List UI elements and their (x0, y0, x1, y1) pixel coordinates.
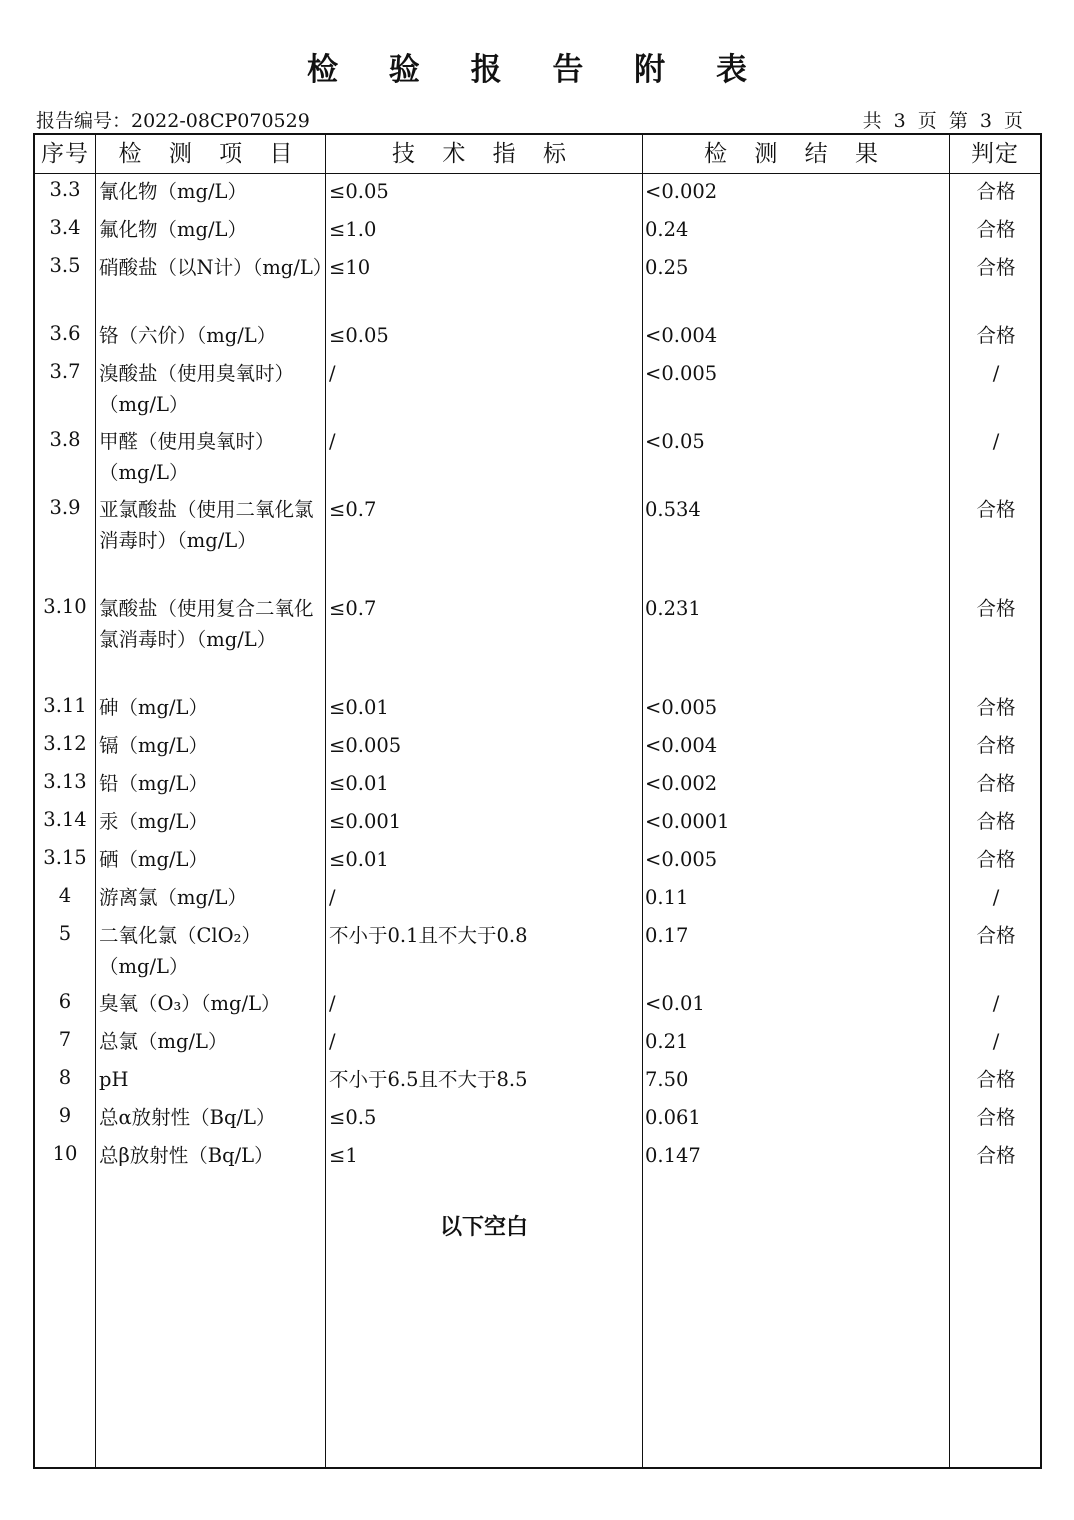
cell-no: 7 (58, 1028, 72, 1051)
cell-item: 砷（mg/L） (99, 696, 208, 719)
cell-result: <0.05 (645, 430, 705, 453)
cell-judgement: 合格 (976, 218, 1016, 241)
cell-no: 3.11 (43, 694, 87, 717)
cell-no: 3.13 (43, 770, 87, 793)
cell-no: 3.15 (43, 846, 87, 869)
table-row (35, 356, 1040, 424)
cell-no: 3.12 (43, 732, 87, 755)
header-standard: 技 术 指 标 (392, 141, 576, 167)
cell-standard: ≤0.01 (329, 772, 389, 795)
cell-judgement: / (992, 886, 1000, 909)
cell-item: 溴酸盐（使用臭氧时）（mg/L） (99, 362, 295, 416)
cell-item: 总β放射性（Bq/L） (99, 1144, 274, 1167)
cell-standard: ≤1.0 (329, 218, 377, 241)
cell-judgement: 合格 (976, 810, 1016, 833)
cell-judgement: 合格 (976, 696, 1016, 719)
cell-no: 4 (58, 884, 72, 907)
header-judgement: 判定 (971, 141, 1019, 167)
cell-standard: ≤0.05 (329, 324, 389, 347)
cell-judgement: / (992, 992, 1000, 1015)
cell-item: 镉（mg/L） (99, 734, 208, 757)
cell-result: <0.002 (645, 180, 718, 203)
cell-standard: ≤0.01 (329, 696, 389, 719)
cell-standard: / (329, 362, 336, 385)
cell-item: 甲醛（使用臭氧时）（mg/L） (99, 430, 275, 484)
cell-result: <0.01 (645, 992, 705, 1015)
cell-item: pH (99, 1068, 129, 1091)
cell-result: <0.005 (645, 362, 718, 385)
cell-item: 硒（mg/L） (99, 848, 208, 871)
cell-standard: 不小于6.5且不大于8.5 (329, 1068, 528, 1091)
cell-result: 0.147 (645, 1144, 701, 1167)
cell-judgement: / (992, 362, 1000, 385)
cell-judgement: / (992, 1030, 1000, 1053)
cell-no: 3.3 (49, 178, 81, 201)
cell-judgement: 合格 (976, 324, 1016, 347)
header-no: 序号 (41, 141, 89, 167)
cell-result: <0.005 (645, 696, 718, 719)
cell-result: 0.11 (645, 886, 689, 909)
cell-standard: ≤0.01 (329, 848, 389, 871)
cell-no: 3.8 (49, 428, 81, 451)
cell-result: <0.004 (645, 324, 718, 347)
cell-result: 0.061 (645, 1106, 701, 1129)
cell-standard: / (329, 1030, 336, 1053)
cell-judgement: 合格 (976, 924, 1016, 947)
cell-judgement: 合格 (976, 1068, 1016, 1091)
table-row (35, 842, 1040, 880)
table-row (35, 880, 1040, 918)
table-row (35, 318, 1040, 356)
table-row (35, 1138, 1040, 1176)
results-table (33, 133, 1042, 1469)
cell-judgement: / (992, 430, 1000, 453)
cell-result: 0.25 (645, 256, 689, 279)
table-row (35, 804, 1040, 842)
cell-no: 6 (58, 990, 72, 1013)
cell-result: 0.24 (645, 218, 689, 241)
cell-item: 游离氯（mg/L） (99, 886, 247, 909)
cell-no: 3.10 (43, 595, 87, 618)
cell-standard: / (329, 992, 336, 1015)
cell-standard: ≤0.7 (329, 498, 377, 521)
table-row (35, 492, 1040, 591)
cell-result: <0.0001 (645, 810, 730, 833)
header-item: 检 测 项 目 (118, 141, 303, 167)
cell-item: 铅（mg/L） (99, 772, 208, 795)
report-title: 检 验 报 告 附 表 (307, 52, 767, 88)
cell-standard: 不小于0.1且不大于0.8 (329, 924, 528, 947)
cell-no: 10 (52, 1142, 78, 1165)
cell-result: <0.005 (645, 848, 718, 871)
cell-item: 臭氧（O₃）（mg/L） (99, 992, 281, 1015)
cell-judgement: 合格 (976, 772, 1016, 795)
cell-result: <0.002 (645, 772, 718, 795)
cell-judgement: 合格 (976, 597, 1016, 620)
cell-standard: ≤1 (329, 1144, 358, 1167)
cell-result: 0.534 (645, 498, 701, 521)
table-row (35, 986, 1040, 1024)
page-info: 共 3 页 第 3 页 (862, 110, 1026, 132)
cell-item: 二氧化氯（ClO₂）（mg/L） (99, 924, 261, 978)
cell-item: 氯酸盐（使用复合二氧化氯消毒时）（mg/L） (99, 597, 314, 651)
cell-judgement: 合格 (976, 734, 1016, 757)
cell-result: 7.50 (645, 1068, 689, 1091)
cell-result: <0.004 (645, 734, 718, 757)
table-row (35, 424, 1040, 492)
cell-judgement: 合格 (976, 1144, 1016, 1167)
cell-standard: / (329, 430, 336, 453)
cell-judgement: 合格 (976, 1106, 1016, 1129)
cell-item: 氟化物（mg/L） (99, 218, 247, 241)
cell-judgement: 合格 (976, 256, 1016, 279)
cell-item: 硝酸盐（以N计）（mg/L） (99, 256, 333, 279)
cell-no: 9 (58, 1104, 72, 1127)
cell-judgement: 合格 (976, 848, 1016, 871)
cell-item: 总氯（mg/L） (99, 1030, 228, 1053)
cell-no: 3.5 (49, 254, 81, 277)
cell-result: 0.17 (645, 924, 689, 947)
cell-judgement: 合格 (976, 498, 1016, 521)
table-row (35, 212, 1040, 250)
cell-judgement: 合格 (976, 180, 1016, 203)
table-row (35, 1062, 1040, 1100)
cell-result: 0.231 (645, 597, 701, 620)
cell-standard: ≤0.001 (329, 810, 402, 833)
cell-standard: ≤0.7 (329, 597, 377, 620)
table-row (35, 174, 1040, 212)
cell-no: 5 (58, 922, 72, 945)
cell-no: 3.4 (49, 216, 81, 239)
blank-below-note: 以下空白 (439, 1215, 528, 1240)
table-row (35, 728, 1040, 766)
table-row (35, 591, 1040, 690)
cell-item: 氰化物（mg/L） (99, 180, 247, 203)
cell-item: 亚氯酸盐（使用二氧化氯消毒时）（mg/L） (99, 498, 314, 552)
cell-standard: ≤0.005 (329, 734, 402, 757)
cell-no: 3.6 (49, 322, 81, 345)
table-row (35, 918, 1040, 986)
cell-standard: ≤0.5 (329, 1106, 377, 1129)
cell-standard: ≤10 (329, 256, 371, 279)
cell-no: 8 (58, 1066, 72, 1089)
cell-no: 3.7 (49, 360, 81, 383)
header-result: 检 测 结 果 (704, 141, 888, 167)
cell-item: 总α放射性（Bq/L） (99, 1106, 276, 1129)
table-row (35, 766, 1040, 804)
cell-item: 汞（mg/L） (99, 810, 208, 833)
cell-result: 0.21 (645, 1030, 689, 1053)
table-row (35, 1100, 1040, 1138)
table-row (35, 1024, 1040, 1062)
table-body (35, 174, 1040, 1240)
cell-item: 铬（六价）（mg/L） (99, 324, 277, 347)
table-row (35, 250, 1040, 318)
cell-no: 3.14 (43, 808, 87, 831)
cell-standard: / (329, 886, 336, 909)
cell-standard: ≤0.05 (329, 180, 389, 203)
report-number: 报告编号：2022-08CP070529 (36, 110, 310, 132)
cell-no: 3.9 (49, 496, 81, 519)
table-row (35, 690, 1040, 728)
